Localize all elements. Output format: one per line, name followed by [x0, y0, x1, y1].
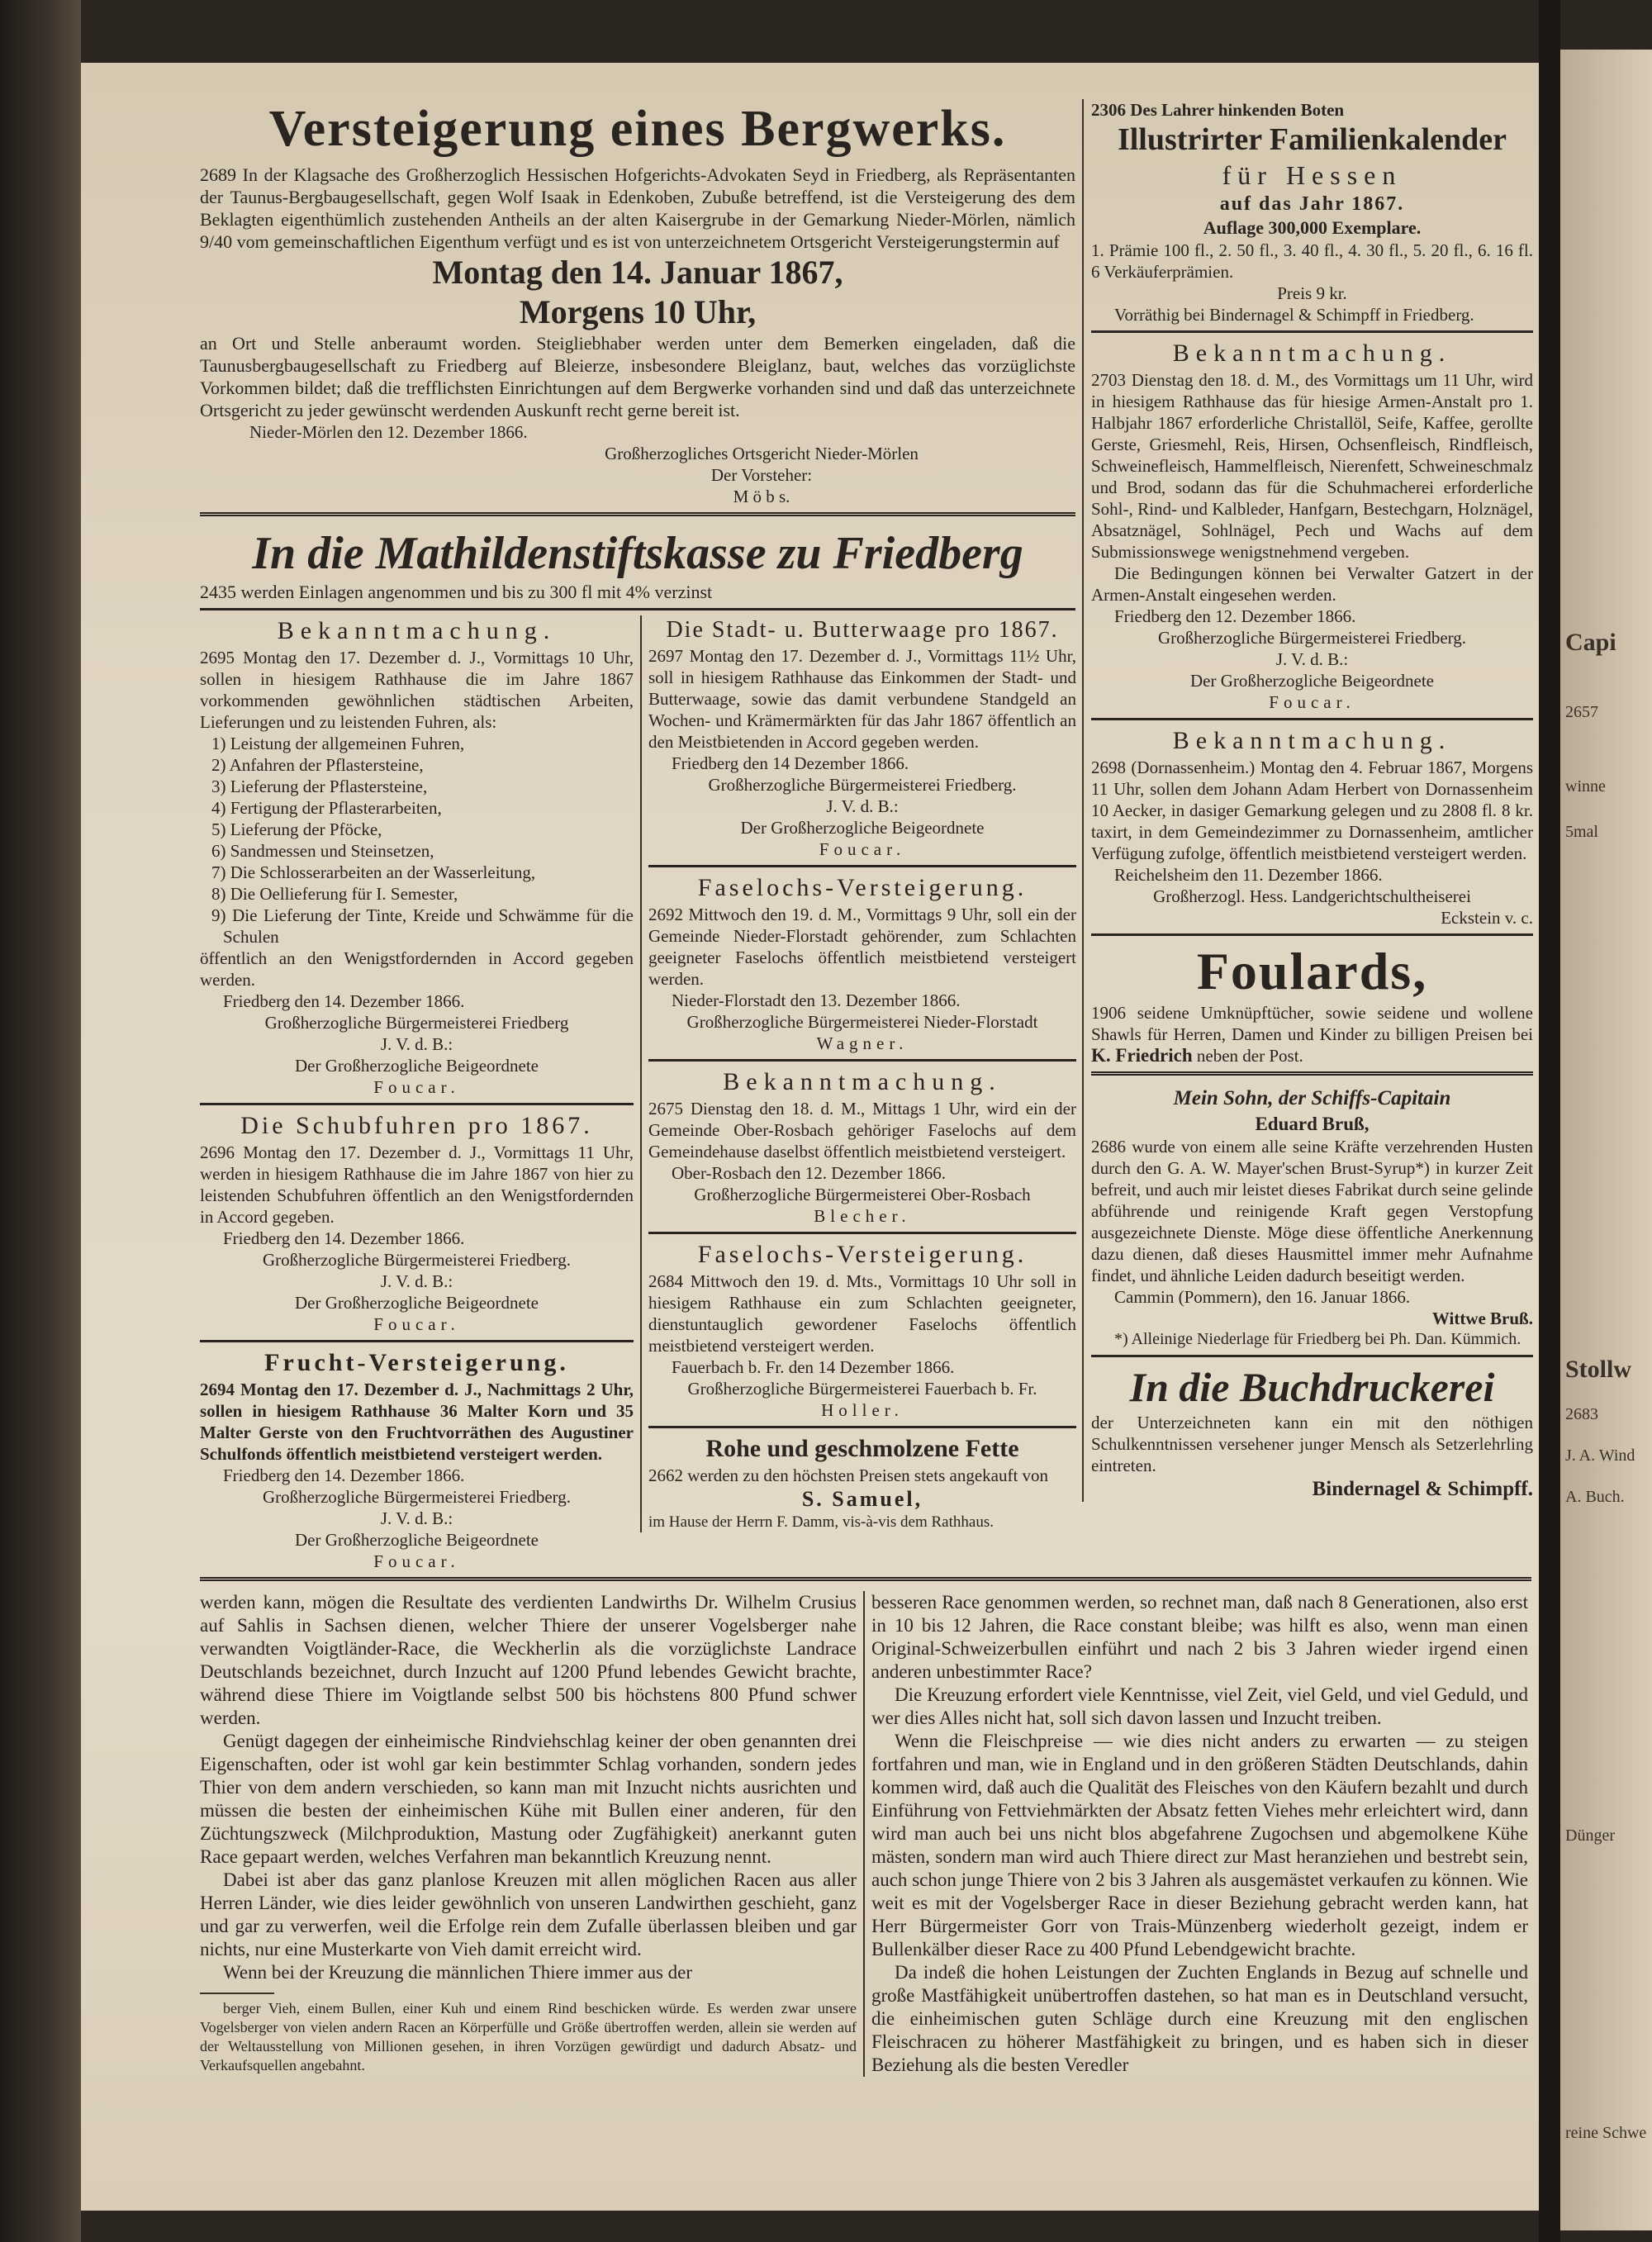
- ad-body: [1091, 1002, 1533, 1066]
- list-item: 6) Sandmessen und Steinsetzen,: [211, 841, 434, 861]
- place-date: Friedberg den 14. Dezember 1866.: [223, 1228, 465, 1248]
- signature: Großherzogliche Bürgermeisterei Fauerbach b. Fr.: [687, 1379, 1037, 1399]
- notice-column-a: [200, 615, 634, 1572]
- place-date: Reichelsheim den 11. Dezember 1866.: [1114, 865, 1383, 885]
- ad-body: 2684 Mittwoch den 19. d. Mts., Vormittags 10 Uhr soll in hiesigem Rathhause ein zum Schlachten geeigneter, dienstuntauglich gewordener Faselochs öffentlich meistbietend versteigert werden.: [648, 1271, 1076, 1356]
- article-paragraph: werden kann, mögen die Resultate des verdienten Landwirths Dr. Wilhelm Crusius auf Sahlis in Sachsen dienen, welcher Thiere der unserer Vogelsberger nahe verwandten Voigtländer-Race, die Weckherlin als die vorzüglichste Landrace Deutschlands bezeichnet, durch Inzucht auf 1200 Pfund lebendes Gewicht brachte, während diese Thiere im Voigtlande selbst 500 bis höchstens 800 Pfund schwer werden.: [200, 1592, 857, 1728]
- divider: [200, 608, 1075, 610]
- ad-title: Bekanntmachung.: [1172, 727, 1452, 754]
- ad-2662: [648, 1433, 1076, 1532]
- signature: Großherzogl. Hess. Landgerichtschultheiserei: [1153, 886, 1471, 906]
- signature: Großherzogliche Bürgermeisterei Friedberg: [264, 1013, 569, 1033]
- ad-subtitle: Auflage 300,000 Exemplare.: [1203, 217, 1422, 238]
- ad-body: 2662 werden zu den höchsten Preisen stets angekauft von: [648, 1465, 1049, 1485]
- divider: [1091, 330, 1533, 333]
- article: [200, 1591, 1531, 2077]
- ad-title: Bekanntmachung.: [277, 617, 557, 644]
- signature: Großherzogliche Bürgermeisterei Friedberg.: [262, 1487, 572, 1507]
- signature: J. V. d. B.:: [380, 1508, 453, 1528]
- article-paragraph: Dabei ist aber das ganz planlose Kreuzen mit allen möglichen Racen aus aller Herren Länder, wie dies leider gewöhnlich von unseren Landwirthen geschieht, ganz und gar zu verwerfen, weil die Erfolge rein dem Zufalle überlassen bleiben und gar nichts, nur eine Musterkarte von Vieh damit erreicht wird.: [200, 1869, 857, 1959]
- divider: [200, 1340, 634, 1342]
- place-date: Nieder-Mörlen den 12. Dezember 1866.: [249, 422, 528, 442]
- page-gutter: [1539, 0, 1560, 2242]
- ad-1906: [1091, 941, 1533, 1066]
- ad-title: In die Buchdruckerei: [1129, 1364, 1495, 1410]
- signature: Großherzogliche Bürgermeisterei Ober-Rosbach: [694, 1185, 1031, 1204]
- fragment: 2683: [1565, 1405, 1598, 1423]
- signature: Wittwe Bruß.: [1431, 1309, 1533, 1328]
- fragment: A. Buch.: [1565, 1488, 1625, 1506]
- ad-title: Bekanntmachung.: [1172, 340, 1452, 367]
- ad-title: Faselochs-Versteigerung.: [697, 1241, 1028, 1268]
- signature: Der Großherzogliche Beigeordnete: [294, 1530, 539, 1550]
- signature: Der Großherzogliche Beigeordnete: [294, 1293, 539, 1313]
- signature: Der Großherzogliche Beigeordnete: [1189, 671, 1435, 691]
- signature: Blecher.: [814, 1206, 911, 1226]
- ad-title: Rohe und geschmolzene Fette: [705, 1435, 1019, 1462]
- fragment: reine Schwe: [1565, 2124, 1647, 2142]
- upper-section: [200, 99, 1531, 1572]
- ad-time: Morgens 10 Uhr,: [519, 293, 757, 330]
- signature: J. V. d. B.:: [1275, 649, 1349, 669]
- fragment: 5mal: [1565, 823, 1598, 841]
- place-date: Cammin (Pommern), den 16. Januar 1866.: [1114, 1287, 1411, 1307]
- ad-body: der Unterzeichneten kann ein mit den nöthigen Schulkenntnissen versehener junger Mensch als Setzerlehrling eintreten.: [1091, 1413, 1533, 1475]
- ad-prizes: 1. Prämie 100 fl., 2. 50 fl., 3. 40 fl., 4. 30 fl., 5. 20 fl., 6. 16 fl. 6 Verkäuferprämien.: [1091, 240, 1533, 282]
- footnote: berger Vieh, einem Bullen, einer Kuh und einem Rind beschicken würde. Es werden zwar unsere Vogelsberger von vielen andern Racen an Körperfülle und Größe übertroffen werden, allein sie werden auf der Weltausstellung von Millionen gesehen, in ihren Vorzügen gewürdigt und dadurch Absatz- und Verkaufsquellen angebahnt.: [200, 2000, 857, 2073]
- adjacent-page-edge: [1560, 50, 1652, 2230]
- ad-2306: [1091, 99, 1533, 325]
- ad-body: 2697 Montag den 17. Dezember d. J., Vormittags 11½ Uhr, soll in hiesigem Rathhause das Einkommen der Stadt- und Butterwaage, sowie das damit verbundene Standgeld an Wochen- und Krämermärkten für das Jahr 1867 öffentlich an den Meistbietenden in Accord gegeben werden.: [648, 646, 1076, 752]
- ad-title: Mein Sohn, der Schiffs-Capitain: [1173, 1087, 1451, 1109]
- ad-title: Illustrirter Familienkalender: [1117, 122, 1507, 157]
- divider: [1091, 1355, 1533, 1357]
- signature: J. V. d. B.:: [380, 1271, 453, 1291]
- left-section: [200, 99, 1075, 1572]
- footnote: *) Alleinige Niederlage für Friedberg bei Ph. Dan. Kümmich.: [1114, 1330, 1521, 1348]
- ad-body: 2686 wurde von einem alle seine Kräfte verzehrenden Husten durch den G. A. W. Mayer'schen Brust-Syrup*) in kurzer Zeit befreit, und auch mir leistet dieses Fabrikat durch seine gelinde abführende und reinigende Kraft gegen Verstopfung ausgezeichnete Dienste. Möge diese öffentliche Anerkennung dazu dienen, daß dieses Hausmittel immer mehr Aufnahme findet, und ähnliche Leiden dadurch beseitigt werden.: [1091, 1137, 1533, 1285]
- notice-columns: [200, 615, 1075, 1572]
- ad-address: neben der Post.: [1196, 1046, 1303, 1066]
- list-item: 5) Lieferung der Pföcke,: [211, 819, 382, 839]
- ad-date: Montag den 14. Januar 1867,: [432, 254, 843, 291]
- fragment: winne: [1565, 777, 1606, 796]
- signature: Foucar.: [373, 1077, 460, 1097]
- ad-2694: [200, 1347, 634, 1572]
- divider: [648, 1426, 1076, 1428]
- fragment: 2657: [1565, 703, 1598, 721]
- ad-title: Versteigerung eines Bergwerks.: [268, 101, 1007, 157]
- divider: [200, 512, 1075, 518]
- signature: Großherzogliche Bürgermeisterei Friedberg.: [262, 1250, 572, 1270]
- signature: Großherzogliche Bürgermeisterei Friedberg.: [708, 775, 1017, 795]
- ad-title: Frucht-Versteigerung.: [264, 1349, 569, 1376]
- ad-title: In die Mathildenstiftskasse zu Friedberg: [252, 528, 1023, 579]
- ad-2675: [648, 1066, 1076, 1227]
- ad-mathildenstift: [200, 526, 1075, 603]
- signature: Bindernagel & Schimpff.: [1312, 1478, 1533, 1500]
- ad-title: Die Stadt- u. Butterwaage pro 1867.: [666, 617, 1059, 643]
- fragment: Capi: [1565, 629, 1616, 656]
- ad-body: 2689 In der Klagsache des Großherzoglich Hessischen Hofgerichts-Advokaten Seyd in Friedberg, als Repräsentanten der Taunus-Bergbaugesellschaft, gegen Wolf Isaak in Edenkoben, Zubuße betreffend, ist die Versteigerung des dem Beklagten eigenthümlich zustehenden Antheils an der alten Kaisergrube in der Gemarkung Nieder-Mörlen, nämlich 9/40 vom gemeinschaftlichen Eigenthum verfügt und es ist von unterzeichnetem Ortsgericht Versteigerungstermin auf: [200, 164, 1075, 252]
- signature: Der Großherzogliche Beigeordnete: [294, 1056, 539, 1076]
- ad-bergwerk: [200, 99, 1075, 507]
- signature: Holler.: [821, 1400, 904, 1420]
- list-item: 4) Fertigung der Pflasterarbeiten,: [211, 798, 442, 818]
- signature: J. V. d. B.:: [826, 796, 899, 816]
- divider: [200, 1103, 634, 1105]
- ad-subtitle: für Hessen: [1222, 160, 1403, 190]
- ad-price: Preis 9 kr.: [1277, 283, 1347, 303]
- ad-title: Bekanntmachung.: [723, 1068, 1002, 1095]
- list-item: 7) Die Schlosserarbeiten an der Wasserleitung,: [211, 862, 536, 882]
- footnote-rule: [200, 1993, 274, 1994]
- article-column-right: [863, 1591, 1528, 2077]
- ad-body: Die Bedingungen können bei Verwalter Gatzert in der Armen-Anstalt eingesehen werden.: [1091, 563, 1533, 605]
- ad-address: im Hause der Herrn F. Damm, vis-à-vis dem Rathhaus.: [648, 1513, 994, 1531]
- ad-body: 2435 werden Einlagen angenommen und bis zu 300 fl mit 4% verzinst: [200, 582, 713, 602]
- ad-body: 2675 Dienstag den 18. d. M., Mittags 1 Uhr, wird ein der Gemeinde Ober-Rosbach gehöriger Faselochs auf dem Gemeindehause daselbst öffentlich meistbietend versteigert.: [648, 1099, 1076, 1161]
- article-paragraph: Da indeß die hohen Leistungen der Zuchten Englands in Bezug auf schnelle und große Mastfähigkeit unübertroffen dastehen, so hat man es in Deutschland versucht, die einheimischen guten Schläge durch eine Kreuzung mit den englischen Fleischracen zu höherer Mastfähigkeit zu bringen, und es haben sich in dieser Beziehung als die besten Veredler: [871, 1962, 1528, 2075]
- article-paragraph: Wenn die Fleischpreise — wie dies nicht anders zu erwarten — zu steigen fortfahren und man, wie in England und in den größeren Städten Deutschlands, dahin kommen wird, daß auch die Qualität des Fleisches von den Käufern bezahlt und durch Einführung von Fettviehmärkten der Absatz fetten Viehes mehr erleichtert wird, dann wird man auch bei uns nicht blos abgefahrene Zugochsen und abgemolkene Kühe mästen, sondern man wird auch Thiere direct zur Mast heranziehen und bestrebt sein, auch schon junge Thiere von 2 bis 3 Jahren als ausgemästet verkaufen zu können. Wie weit es mit der Vogelsberger Race in dieser Beziehung gebracht werden kann, hat Herr Bürgermeister Gorr von Trais-Münzenberg wiederholt gezeigt, indem er Bullenkälber dieser Race zu 400 Pfund Lebendgewicht brachte.: [871, 1731, 1528, 1959]
- divider: [648, 865, 1076, 867]
- divider: [648, 1059, 1076, 1062]
- signature: Eckstein v. c.: [1441, 908, 1533, 928]
- ad-2697: [648, 615, 1076, 860]
- ad-body: 2692 Mittwoch den 19. d. M., Vormittags 9 Uhr, soll ein der Gemeinde Nieder-Florstadt gehörender, zum Schlachten geeigneter Faselochs öffentlich meistbietend versteigert werden.: [648, 905, 1076, 989]
- ad-body: öffentlich an den Wenigstfordernden in Accord gegeben werden.: [200, 948, 634, 990]
- ad-2703: [1091, 338, 1533, 713]
- ad-subtitle: Eduard Bruß,: [1255, 1114, 1370, 1134]
- article-paragraph: Die Kreuzung erfordert viele Kenntnisse, viel Zeit, viel Geld, und viel Geduld, und wer dies Alles nicht hat, soll sich davon lassen und Inzucht treiben.: [871, 1684, 1528, 1728]
- ad-title: Faselochs-Versteigerung.: [697, 874, 1028, 901]
- ad-text: 1906 seidene Umknüpftücher, sowie seidene und wollene Shawls für Herren, Damen und Kinder zu billigen Preisen bei: [1091, 1003, 1533, 1044]
- divider: [648, 1232, 1076, 1234]
- list-item: 8) Die Oellieferung für I. Semester,: [211, 884, 458, 904]
- notice-column-b: [640, 615, 1076, 1532]
- place-date: Friedberg den 14. Dezember 1866.: [223, 991, 465, 1011]
- place-date: Friedberg den 12. Dezember 1866.: [1114, 606, 1356, 626]
- ad-body: 2695 Montag den 17. Dezember d. J., Vormittags 10 Uhr, sollen in hiesigem Rathhause die im Jahre 1867 vorkommenden gewöhnlichen städtischen Arbeiten, Lieferungen und zu leistenden Fuhren, als:: [200, 648, 634, 732]
- merchant-name: K. Friedrich: [1091, 1045, 1193, 1066]
- divider: [200, 1577, 1531, 1583]
- list-item: 1) Leistung der allgemeinen Fuhren,: [211, 734, 465, 753]
- book-binding: [0, 0, 81, 2242]
- place-date: Friedberg den 14 Dezember 1866.: [672, 753, 909, 773]
- ad-body: 2698 (Dornassenheim.) Montag den 4. Februar 1867, Morgens 11 Uhr, sollen dem Johann Adam Herbert von Dornassenheim 10 Aecker, in dasiger Gemarkung gelegen und zu 2808 fl. 8 kr. taxirt, in dem Gemeindezimmer zu Dornassenheim, amtlicher Verfügung zufolge, öffentlich meistbietend versteigert werden.: [1091, 758, 1533, 863]
- ad-2696: [200, 1110, 634, 1335]
- merchant-name: S. Samuel,: [801, 1487, 923, 1511]
- ad-2684: [648, 1239, 1076, 1421]
- page-content: [200, 0, 1531, 2143]
- fragment: J. A. Wind: [1565, 1446, 1635, 1465]
- ad-2695: [200, 615, 634, 1098]
- signature: Großherzogliche Bürgermeisterei Nieder-Florstadt: [686, 1012, 1038, 1032]
- ad-body: an Ort und Stelle anberaumt worden. Steigliebhaber werden unter dem Bemerken eingeladen, daß die Taunusbergbaugesellschaft zu Friedberg auf Bleierze, insbesondere Bleiglanz, baut, welches das vorzüglichste Vorkommen bildet; daß die trefflichsten Einrichtungen auf dem Bergwerke vorhanden sind und daß das unterzeichnete Ortsgericht zu jeder gewünscht werdenden Auskunft recht gerne bereit ist.: [200, 333, 1075, 420]
- ad-body: 2694 Montag den 17. Dezember d. J., Nachmittags 2 Uhr, sollen in hiesigem Rathhause 36 Malter Korn und 35 Malter Gerste von den Fruchtvorräthen des Augustiner Schulfonds öffentlich meistbietend versteigert werden.: [200, 1380, 634, 1464]
- ad-2686: [1091, 1085, 1533, 1350]
- article-column-left: [200, 1591, 857, 2075]
- ad-title: Foulards,: [1196, 942, 1428, 1000]
- signature: Großherzogliches Ortsgericht Nieder-Mörlen: [605, 444, 919, 463]
- list-item: 2) Anfahren der Pflastersteine,: [211, 755, 424, 775]
- ad-2692: [648, 872, 1076, 1054]
- signature: Der Vorsteher:: [710, 465, 813, 485]
- signature: Foucar.: [373, 1314, 460, 1334]
- signature: Der Großherzogliche Beigeordnete: [740, 818, 985, 838]
- article-paragraph: Genügt dagegen der einheimische Rindviehschlag keiner der oben genannten drei Eigenschaften, oder ist wohl gar kein bestimmter Schlag vorhanden, sondern jedes Thier von dem andern verschieden, so kann man mit Inzucht nichts ausrichten und müssen die besten der einheimischen Kühe mit Bullen einer anderen, für den Züchtungszweck (Milchproduktion, Mastung oder Zugfähigkeit) anerkannt guten Race gepaart werden, welches Verfahren man bekanntlich Kreuzung nennt.: [200, 1731, 857, 1867]
- signature: Foucar.: [1269, 692, 1355, 712]
- place-date: Nieder-Florstadt den 13. Dezember 1866.: [672, 990, 961, 1010]
- article-paragraph: besseren Race genommen werden, so rechnet man, daß nach 8 Generationen, also erst in 10 bis 12 Jahren, die Race constant bleibe; was hilft es also, wenn man einen Original-Schweizerbullen einführt und nach 2 bis 3 Jahren wieder irgend einen anderen unbestimmter Race?: [871, 1592, 1528, 1682]
- list-item: 9) Die Lieferung der Tinte, Kreide und Schwämme für die Schulen: [211, 905, 634, 947]
- signature: Großherzogliche Bürgermeisterei Friedberg.: [1157, 628, 1467, 648]
- item-list: [200, 733, 634, 948]
- place-date: Fauerbach b. Fr. den 14 Dezember 1866.: [672, 1357, 955, 1377]
- divider: [1091, 718, 1533, 720]
- ad-title: Die Schubfuhren pro 1867.: [240, 1112, 593, 1139]
- fragment: Dünger: [1565, 1826, 1615, 1845]
- divider: [1091, 1071, 1533, 1077]
- ad-header: 2306 Des Lahrer hinkenden Boten: [1091, 100, 1345, 120]
- ad-subtitle: auf das Jahr 1867.: [1219, 193, 1405, 215]
- signature: M ö b s.: [733, 487, 790, 506]
- ad-body: 2703 Dienstag den 18. d. M., des Vormittags um 11 Uhr, wird in hiesigem Rathhause das für hiesige Armen-Anstalt pro 1. Halbjahr 1867 erforderliche Christallöl, Seife, Kaffee, gerollte Gerste, Griesmehl, Reis, Hirsen, Ochsenfleisch, Rindfleisch, Schweinefleisch, Hammelfleisch, Nierenfett, Schweineschmalz und Brod, sodann das für die Schuhmacherei erforderliche Sohl-, Rind- und Kalbleder, Hanfgarn, Bestechgarn, Holznägel, Absatznägel, Sohlnägel, Pech und Wachs auf dem Submissionswege wenigstnehmend vergeben.: [1091, 370, 1533, 562]
- ad-body: 2696 Montag den 17. Dezember d. J., Vormittags 11 Uhr, werden in hiesigem Rathhause die im Jahre 1867 von hier zu leistenden Schubfuhren öffentlich an den Wenigstfordernden in Accord gegeben.: [200, 1142, 634, 1227]
- divider: [1091, 933, 1533, 936]
- signature: Foucar.: [373, 1551, 460, 1571]
- signature: Wagner.: [816, 1033, 909, 1053]
- fragment: Stollw: [1565, 1356, 1632, 1383]
- place-date: Friedberg den 14. Dezember 1866.: [223, 1465, 465, 1485]
- list-item: 3) Lieferung der Pflastersteine,: [211, 777, 428, 796]
- signature: J. V. d. B.:: [380, 1034, 453, 1054]
- place-date: Ober-Rosbach den 12. Dezember 1866.: [672, 1163, 946, 1183]
- right-column: [1082, 99, 1533, 1502]
- signature: Foucar.: [819, 839, 906, 859]
- ad-buchdruckerei: [1091, 1362, 1533, 1502]
- article-paragraph: Wenn bei der Kreuzung die männlichen Thiere immer aus der: [223, 1962, 693, 1983]
- ad-stock: Vorräthig bei Bindernagel & Schimpff in Friedberg.: [1114, 305, 1474, 325]
- ad-2698: [1091, 725, 1533, 929]
